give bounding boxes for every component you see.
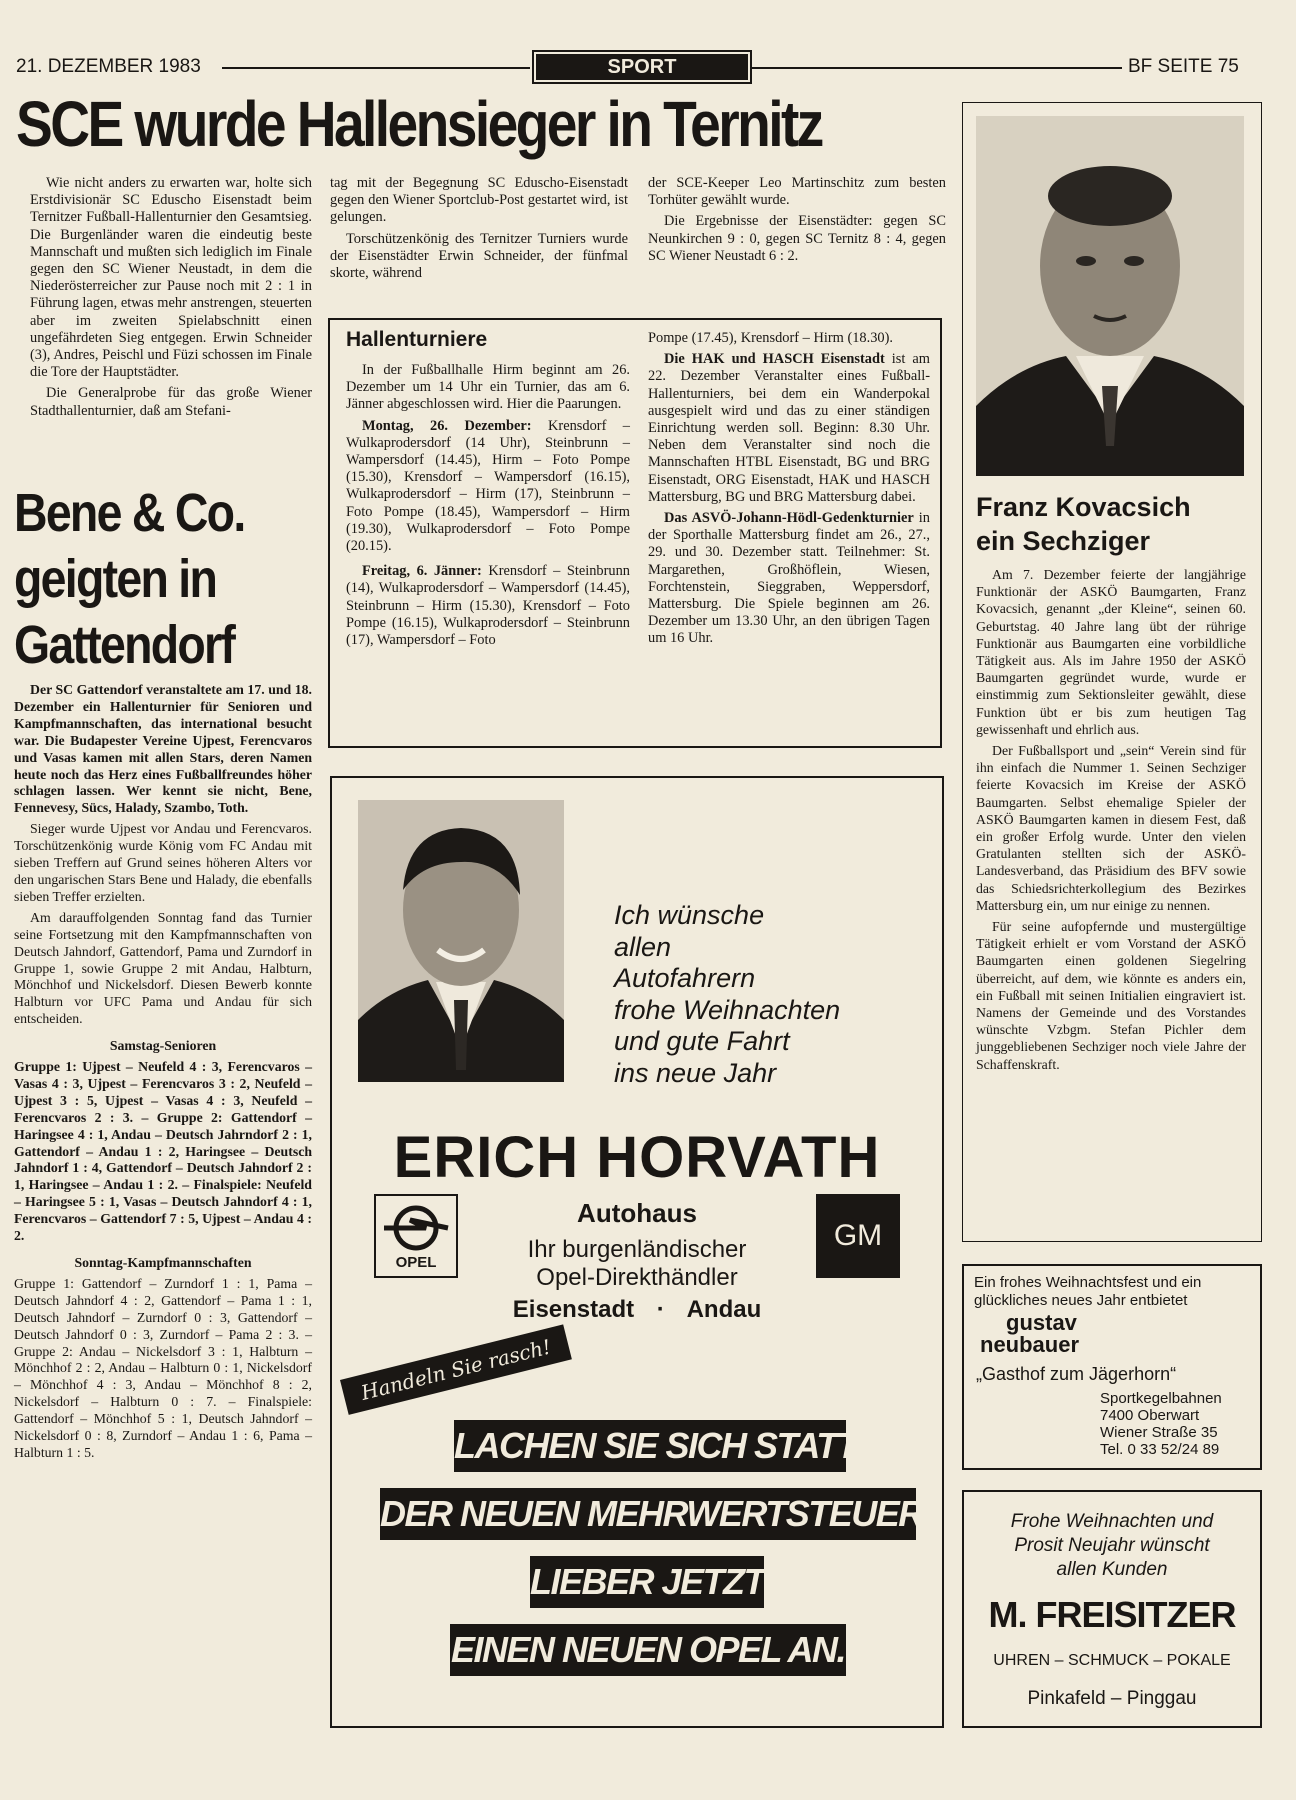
gattendorf-headline-l2: geigten in: [14, 549, 217, 609]
neubauer-name: [980, 1312, 1079, 1356]
horvath-line1: Ihr burgenländischer: [527, 1236, 747, 1263]
horvath-greeting-l6: ins neue Jahr: [614, 1057, 777, 1088]
gattendorf-results1: Gruppe 1: Ujpest – Neufeld 4 : 3, Ferencvaros – Vasas 4 : 3, Ujpest – Ferencvaros 3 : 2, Neufeld – Ujpest 3 : 5, Ujpest – Vasas 4 : 3, Neufeld – Ferencvaros 2 : 3. – Gruppe 2: Gattendorf – Haringsee 4 : 1, Andau – Deutsch Jahrndorf 2 : 1, Gattendorf – Andau 1 : 2, Haringsee – Deutsch Jahndorf 1 : 4, Gattendorf – Deutsch Jahndorf 2 : 1, Haringsee – Andau 1 : 2. – Finalspiele: Neufeld – Haringsee 5 : 1, Vasas – Deutsch Jahndorf 4 : 1, Ferencvaros – Gattendorf 7 : 5, Ujpest – Andau 4 : 2.: [14, 1059, 312, 1244]
main-article-p5: der SCE-Keeper Leo Martinschitz zum besten Torhüter gewählt wurde.: [648, 175, 946, 209]
gattendorf-sub2: Sonntag-Kampfmannschaften: [74, 1255, 252, 1270]
kovacsich-photo: [976, 116, 1244, 476]
horvath-line2: Opel-Direkthändler: [536, 1264, 738, 1291]
horvath-portrait-icon: [358, 800, 564, 1082]
hallenturniere-p5-text: ist am 22. Dezember Veranstalter eines Fußball-Hallenturniers, bei dem ein Wanderpokal ausgespielt wird und das zu einer ständigen Einrichtung werden soll. Beginn: 8.30 Uhr. Neben dem Veranstalter sind noch die Mannschaften HTBL Eisenstadt, BG und BRG Eisenstadt, ORG Eisenstadt, HAK und HASCH Mattersburg, BG und BRG Mattersburg dabei.: [648, 351, 930, 505]
freisitzer-places: Pinkafeld – Pinggau: [1027, 1688, 1197, 1709]
kovacsich-p2: Der Fußballsport und „sein“ Verein sind für ihn einfach die Nummer 1. Seinen Sechziger feierte Kovacsich im Kreise der ASKÖ Baumgarten. Selbst ehemalige Spieler der ASKÖ Baumgarten kamen in diesem Fest, daß ein großer Erfolg wurde. Unter den vielen Gratulanten stellten sich der ASKÖ-Landesverband, das Präsidium des BFV sowie das Schiedsrichterkollegium des Bezirkes Mattersburg ein, um nur einige zu nennen.: [976, 743, 1246, 913]
hallenturniere-p5: [648, 351, 930, 506]
horvath-handwritten: Handeln Sie rasch!: [340, 1324, 572, 1415]
freisitzer-greeting-l1: Frohe Weihnachten und: [1010, 1511, 1214, 1532]
gattendorf-headline-l3: Gattendorf: [14, 615, 235, 675]
hallenturniere-p6: [648, 510, 930, 648]
neubauer-address: [1100, 1390, 1222, 1458]
slogan-line4: EINEN NEUEN OPEL AN.: [450, 1624, 846, 1676]
kovacsich-text: [976, 566, 1246, 1077]
hallenturniere-p6-head: Das ASVÖ-Johann-Hödl-Gedenkturnier: [664, 510, 914, 527]
hallenturniere-p3: [346, 563, 630, 649]
kovacsich-headline: [976, 490, 1191, 558]
hallenturniere-p5-head: Die HAK und HASCH Eisenstadt: [664, 351, 885, 368]
section-label: SPORT: [532, 50, 752, 84]
header-date: 21. DEZEMBER 1983: [16, 56, 201, 77]
neubauer-address-l1: Sportkegelbahnen: [1100, 1390, 1222, 1407]
header-page: BF SEITE 75: [1128, 56, 1239, 77]
header-rule-left: [222, 67, 530, 69]
neubauer-greeting-l2: glückliches neues Jahr entbietet: [974, 1292, 1188, 1309]
hallenturniere-p2-head: Montag, 26. Dezember:: [362, 417, 532, 434]
neubauer-gasthof: „Gasthof zum Jägerhorn“: [976, 1364, 1177, 1384]
gattendorf-headline-l1: Bene & Co.: [14, 483, 245, 543]
neubauer-name-l1: gustav: [1006, 1310, 1077, 1335]
horvath-places: Eisenstadt · Andau: [512, 1296, 762, 1323]
horvath-sub: Autohaus: [577, 1198, 697, 1228]
main-article-p4: Torschützenkönig des Ternitzer Turniers wurde der Eisenstädter Erwin Schneider, der fünfmal skorte, während: [330, 230, 628, 282]
neubauer-address-l4: Tel. 0 33 52/24 89: [1100, 1441, 1220, 1458]
hallenturniere-col1: [346, 362, 630, 653]
freisitzer-greeting-l2: Prosit Neujahr wünscht: [1014, 1535, 1210, 1556]
kovacsich-p3: Für seine aufopfernde und mustergültige Tätigkeit erhielt er vom Vorstand der ASKÖ Baumgarten einen goldenen Siegelring überreicht, auf dem, wie könnte es anders ein, ein Fußball mit seinen Initialien eingraviert ist. Namens der Gemeinde und des Vorstandes wünschte Vzbgm. Stefan Pichler dem junggebliebenen Sechziger noch viele Jahre der Schaffenskraft.: [976, 919, 1246, 1072]
gattendorf-p2: Sieger wurde Ujpest vor Andau und Ferencvaros. Torschützenkönig wurde König vom FC Andau mit sieben Treffern auf Grund seines höheren Alters vor den ungarischen Stars Bene und Halady, die ebenfalls sieben Treffer erzielten.: [14, 821, 312, 904]
neubauer-name-l2: neubauer: [980, 1332, 1080, 1357]
main-headline: SCE wurde Hallensieger in Ternitz: [16, 88, 822, 160]
neubauer-greeting: [974, 1274, 1256, 1310]
freisitzer-name: M. FREISITZER: [988, 1594, 1236, 1635]
horvath-greeting-l2: allen: [614, 931, 672, 962]
kovacsich-headline-l2: ein Sechziger: [976, 526, 1151, 556]
main-article-col3: [648, 175, 946, 269]
main-article-p1: Wie nicht anders zu erwarten war, holte sich Erstdivisionär SC Eduscho Eisenstadt beim Ternitzer Fußball-Hallenturnier den Gesamtsieg. Die Burgenländer waren die eindeutig beste Mannschaft und mußten sich lediglich im Finale gegen den SC Wiener Neustadt, in dem die Niederösterreicher zur Pause noch mit 2 : 1 in Führung lagen, etwas mehr anstrengen, steuerten aber im zweiten Spielabschnitt einen ungefährdeten Sieg entgegen. Erwin Schneider (3), Andres, Peischl und Füzi schossen im Finale die Tore der Hauptstädter.: [30, 175, 312, 381]
main-article-col1: [30, 175, 312, 424]
gattendorf-sub1: Samstag-Senioren: [109, 1038, 217, 1054]
hallenturniere-p6-text: in der Sporthalle Mattersburg findet am 26., 27., 29. und 30. Dezember statt. Teilnehmer: St. Margarethen, Großhöflein, Wiesen, Forchtenstein, Sieggraben, Weppersdorf, Mattersburg. Die Spiele beginnen am 26. Dezember um 13.30 Uhr, an den übrigen Tagen um 16 Uhr.: [648, 510, 930, 647]
freisitzer-greeting: [962, 1510, 1262, 1582]
gattendorf-results2: Gruppe 1: Gattendorf – Zurndorf 1 : 1, Pama – Deutsch Jahndorf 4 : 2, Gattendorf – Pama 1 : 1, Deutsch Jahndorf – Zurndorf 0 : 3, Gattendorf – Deutsch Jahndorf 0 : 3, Zurndorf – Pama 2 : 3. – Gruppe 2: Andau – Nickelsdorf 3 : 1, Halbturn – Mönchhof 2 : 2, Andau – Halbturn 0 : 1, Nickelsdorf – Mönchhof 4 : 3, Andau – Mönchhof 8 : 2, Nickelsdorf – Halbturn 0 : 7. – Finalspiele: Gattendorf – Mönchhof 5 : 1, Deutsch Jahndorf – Nickelsdorf 0 : 8, Zurndorf – Andau 1 : 6, Pama – Halbturn 1 : 5.: [14, 1275, 312, 1460]
horvath-photo: [358, 800, 564, 1082]
hallenturniere-p1: In der Fußballhalle Hirm beginnt am 26. Dezember um 14 Uhr ein Turnier, das am 6. Jänner abgeschlossen wird. Hier die Paarungen.: [346, 362, 630, 413]
gattendorf-p1: Der SC Gattendorf veranstaltete am 17. und 18. Dezember ein Hallenturnier für Senioren und Kampfmannschaften, das international besucht war. Die Budapester Vereine Ujpest, Ferencvaros und Vasas kamen mit allen Stars, deren Namen heute noch das Herz eines Fußballfreundes höher schlagen lassen. Wer kennt sie nicht, Bene, Fennevesy, Sücs, Halady, Szambo, Toth.: [14, 682, 312, 816]
gattendorf-p3: Am darauffolgenden Sonntag fand das Turnier seine Fortsetzung mit den Kampfmannschaften von Deutsch Jahndorf, Gattendorf, Pama und Zurndorf in Gruppe 1, sowie Gruppe 2 mit Andau, Halbturn, Mönchhof und Nickelsdorf. Diesen Bewerb konnte Halbturn vor UFC Pama und Andau für sich entscheiden.: [14, 909, 312, 1027]
main-article-p6: Die Ergebnisse der Eisenstädter: gegen SC Neunkirchen 9 : 0, gegen SC Ternitz 8 : 4, gegen SC Wiener Neustadt 6 : 2.: [648, 213, 946, 264]
hallenturniere-p2: [346, 418, 630, 556]
kovacsich-portrait-icon: [976, 116, 1244, 476]
slogan-line2: DER NEUEN MEHRWERTSTEUER: [380, 1488, 916, 1540]
hallenturniere-title: Hallenturniere: [346, 328, 488, 351]
horvath-name: ERICH HORVATH: [393, 1125, 881, 1190]
main-article-col2: [330, 175, 628, 286]
freisitzer-greeting-l3: allen Kunden: [1056, 1559, 1168, 1580]
opel-label: OPEL: [395, 1254, 437, 1271]
neubauer-address-l3: Wiener Straße 35: [1100, 1424, 1218, 1441]
gattendorf-headline: [14, 480, 245, 678]
horvath-greeting-l1: Ich wünsche: [614, 900, 765, 930]
neubauer-greeting-l1: Ein frohes Weihnachtsfest und ein: [974, 1274, 1202, 1291]
horvath-greeting: [614, 900, 840, 1089]
horvath-greeting-l4: frohe Weihnachten: [614, 994, 841, 1025]
gm-logo: GM: [816, 1194, 900, 1278]
slogan-line3: LIEBER JETZT: [530, 1556, 764, 1608]
horvath-greeting-l5: und gute Fahrt: [614, 1026, 790, 1056]
kovacsich-p1: Am 7. Dezember feierte der langjährige Funktionär der ASKÖ Baumgarten, Franz Kovacsich, genannt „der Kleine“, seinen 60. Geburtstag. 40 Jahre lang übt der rührige Funktionär aus Baumgarten eine vorbildliche Tätigkeit aus. Als im Jahre 1950 der ASKÖ Baumgarten gegründet wurde, wurde er einstimmig zum Sektionsleiter gewählt, diese Funktion übt er bis zum heutigen Tag gewissenhaft und ehrlich aus.: [976, 567, 1246, 737]
main-article-p3: tag mit der Begegnung SC Eduscho-Eisenstadt gegen den Wiener Sportclub-Post gestartet wird, ist gelungen.: [330, 175, 628, 226]
main-article-p2: Die Generalprobe für das große Wiener Stadthallenturnier, daß am Stefani-: [30, 385, 312, 419]
slogan-line1: LACHEN SIE SICH STATT: [454, 1420, 846, 1472]
kovacsich-headline-l1: Franz Kovacsich: [976, 492, 1191, 522]
header-rule-right: [750, 67, 1122, 69]
hallenturniere-col2: [648, 330, 930, 652]
hallenturniere-p3-head: Freitag, 6. Jänner:: [362, 563, 482, 580]
hallenturniere-p4: Pompe (17.45), Krensdorf – Hirm (18.30).: [648, 330, 893, 346]
hallenturniere-p2-text: Krensdorf – Wulkaprodersdorf (14 Uhr), Steinbrunn – Wampersdorf (14.45), Hirm – Foto Pompe (15.30), Krensdorf – Wampersdorf (16.15), Wulkaprodersdorf – Hirm (17), Steinbrunn – Foto Pompe (18.45), Wampersdorf – Hirm (19.30), Wulkaprodersdorf – Foto Pompe (20.15).: [346, 417, 630, 555]
freisitzer-items: UHREN – SCHMUCK – POKALE: [993, 1652, 1231, 1669]
horvath-greeting-l3: Autofahrern: [614, 963, 756, 993]
neubauer-address-l2: 7400 Oberwart: [1100, 1407, 1200, 1424]
hallenturniere-p3-text: Krensdorf – Steinbrunn (14), Wulkaprodersdorf – Wampersdorf (14.45), Steinbrunn – Hirm (15.30), Krensdorf – Foto Pompe (16.15), Wulkaprodersdorf – Steinbrunn (17), Wampersdorf – Foto: [346, 563, 630, 649]
gattendorf-text: [14, 682, 312, 1466]
